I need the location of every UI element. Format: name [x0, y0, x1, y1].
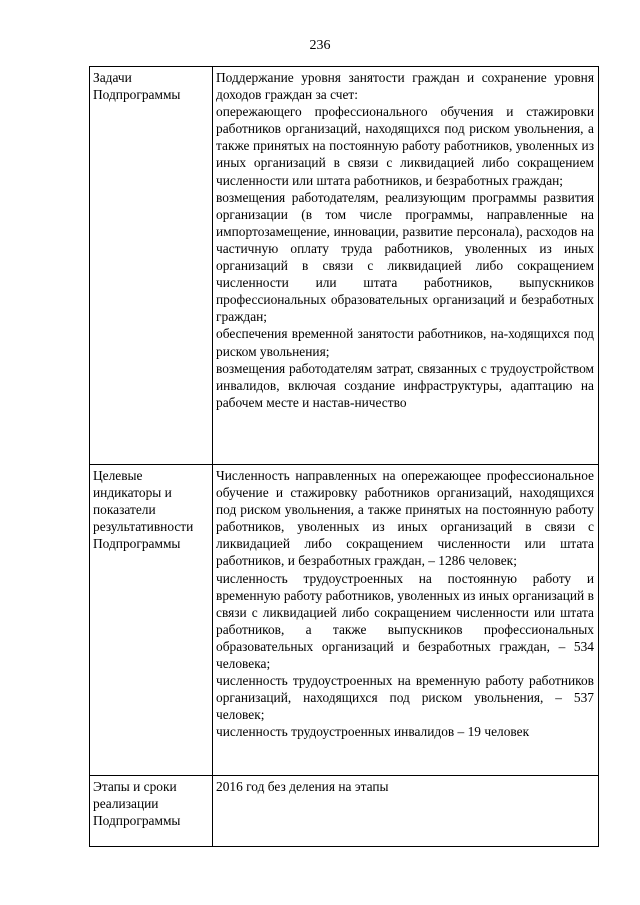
paragraph: Численность направленных на опережающее профессиональное обучение и стажировку работников организаций, находящихся под риском увольнения, а также принятых на постоянную работу работников, уволенных из иных организаций в связи с ликвидацией либо сокращением численности или штата работников, и безработных граждан, – 1286 человек; [216, 468, 594, 569]
row-content-tasks [213, 67, 599, 465]
paragraph: возмещения работодателям, реализующим программы развития организации (в том числе программы, направленные на импортозамещение, инновации, развитие персонала), расходов на частичную оплату труда работников, уволенных из иных организаций в связи с ликвидацией либо сокращением численности или штата работников, выпускников профессиональных образовательных организаций и безработных граждан; [216, 189, 594, 325]
table-row-indicators [90, 465, 599, 776]
paragraph: возмещения работодателям затрат, связанных с трудоустройством инвалидов, включая создание инфраструктуры, адаптацию на рабочем месте и настав-ничество [216, 360, 594, 410]
row-label-tasks: Задачи Подпрограммы [90, 67, 213, 465]
paragraph: опережающего профессионального обучения и стажировки работников организаций, находящихся под риском увольнения, а также принятых на постоянную работу работников, уволенных из иных организаций в связи с ликвидацией либо сокращением численности или штата работников, и безработных граждан; [216, 104, 594, 188]
paragraph: обеспечения временной занятости работников, на-ходящихся под риском увольнения; [216, 326, 594, 359]
paragraph: численность трудоустроенных на временную работу работников организаций, находящихся под риском увольнения, – 537 человек; [216, 673, 594, 723]
table-row-tasks [90, 67, 599, 465]
row-content-indicators [213, 465, 599, 776]
row-label-indicators: Целевые индикаторы и показатели результативности Подпрограммы [90, 465, 213, 776]
paragraph: Поддержание уровня занятости граждан и сохранение уровня доходов граждан за счет: [216, 70, 594, 103]
table-row-stages [90, 776, 599, 847]
row-label-stages: Этапы и сроки реализации Подпрограммы [90, 776, 213, 847]
subprogram-passport-table [89, 66, 599, 847]
paragraph: 2016 год без деления на этапы [216, 779, 389, 794]
paragraph: численность трудоустроенных инвалидов – 19 человек [216, 724, 530, 740]
paragraph: численность трудоустроенных на постоянную работу и временную работу работников, уволенных из иных организаций в связи с ликвидацией либо сокращением численности или штата работников, а также выпускников профессиональных образовательных организаций и безработных граждан, – 534 человека; [216, 570, 594, 672]
row-content-stages [213, 776, 599, 847]
page-number: 236 [309, 38, 331, 53]
